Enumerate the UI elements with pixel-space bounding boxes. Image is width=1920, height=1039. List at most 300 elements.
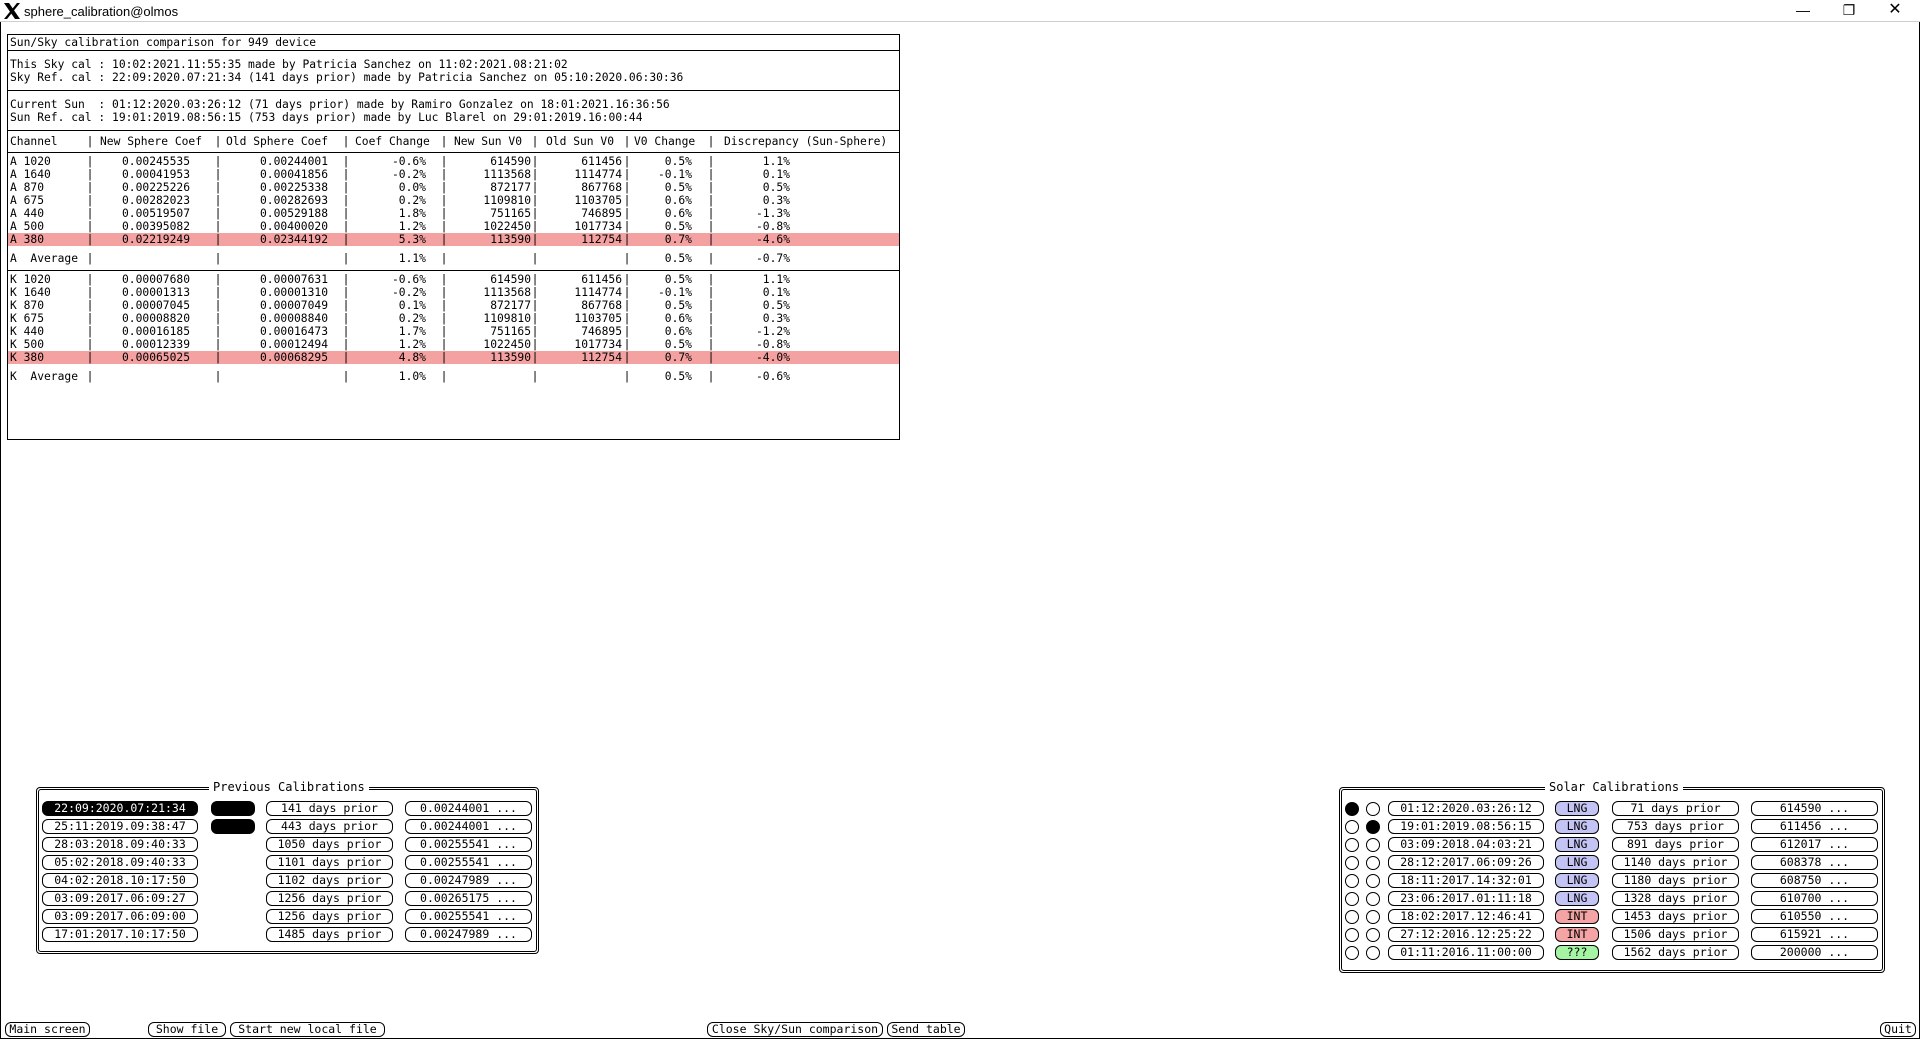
cell-discrepancy: -0.7% bbox=[755, 252, 790, 265]
column-separator: | bbox=[214, 299, 222, 312]
previous-cal-days-label: 141 days prior bbox=[266, 801, 393, 816]
previous-cal-days-label: 443 days prior bbox=[266, 819, 393, 834]
cell-new-v0: 113590 bbox=[490, 233, 531, 246]
column-separator: | bbox=[440, 194, 448, 207]
column-separator: | bbox=[342, 299, 350, 312]
column-separator: | bbox=[86, 312, 94, 325]
column-separator: | bbox=[440, 181, 448, 194]
cell-coef-change: 5.3% bbox=[398, 233, 426, 246]
cell-new-v0: 751165 bbox=[490, 207, 531, 220]
cell-coef-change: -0.6% bbox=[391, 155, 426, 168]
reference-sun-radio[interactable] bbox=[1366, 856, 1380, 870]
cell-channel: A Average bbox=[10, 252, 79, 265]
cell-old-coef: 0.00529188 bbox=[259, 207, 328, 220]
cell-v0-change: 0.6% bbox=[664, 207, 692, 220]
column-separator: | bbox=[707, 299, 715, 312]
solar-cal-days-label: 71 days prior bbox=[1612, 801, 1739, 816]
solar-cal-days-label: 1453 days prior bbox=[1612, 909, 1739, 924]
column-separator: | bbox=[623, 370, 631, 383]
solar-cal-days-label: 1506 days prior bbox=[1612, 927, 1739, 942]
cell-discrepancy: -1.2% bbox=[755, 325, 790, 338]
solar-cal-days-label: 753 days prior bbox=[1612, 819, 1739, 834]
solar-cal-v0-button[interactable]: 608750 ... bbox=[1751, 873, 1878, 888]
column-separator: | bbox=[531, 135, 539, 148]
solar-cal-v0-button[interactable]: 200000 ... bbox=[1751, 945, 1878, 960]
cell-v0-change: 0.7% bbox=[664, 233, 692, 246]
cell-discrepancy: 1.1% bbox=[762, 273, 790, 286]
cell-v0-change: 0.5% bbox=[664, 155, 692, 168]
cell-discrepancy: -0.6% bbox=[755, 370, 790, 383]
cell-coef-change: 0.2% bbox=[398, 194, 426, 207]
cell-v0-change: -0.1% bbox=[657, 168, 692, 181]
reference-sun-radio[interactable] bbox=[1366, 928, 1380, 942]
solar-cal-v0-button[interactable]: 608378 ... bbox=[1751, 855, 1878, 870]
cell-discrepancy: 0.5% bbox=[762, 299, 790, 312]
table-row bbox=[8, 168, 899, 181]
cell-channel: K 500 bbox=[10, 338, 45, 351]
quit-button[interactable]: Quit bbox=[1880, 1022, 1916, 1037]
column-separator: | bbox=[214, 286, 222, 299]
cell-old-coef: 0.00282693 bbox=[259, 194, 328, 207]
current-sun-radio[interactable] bbox=[1345, 892, 1359, 906]
solar-cal-v0-button[interactable]: 614590 ... bbox=[1751, 801, 1878, 816]
column-separator: | bbox=[531, 351, 539, 364]
column-separator: | bbox=[342, 233, 350, 246]
solar-cal-date-button[interactable]: 01:11:2016.11:00:00 bbox=[1388, 945, 1544, 960]
cell-coef-change: -0.6% bbox=[391, 273, 426, 286]
column-separator: | bbox=[531, 181, 539, 194]
cell-old-coef: 0.00012494 bbox=[259, 338, 328, 351]
column-separator: | bbox=[214, 135, 222, 148]
cell-old-coef: 0.00244001 bbox=[259, 155, 328, 168]
reference-sun-radio[interactable] bbox=[1366, 892, 1380, 906]
column-separator: | bbox=[440, 286, 448, 299]
previous-cal-days-label: 1485 days prior bbox=[266, 927, 393, 942]
column-separator: | bbox=[707, 338, 715, 351]
cell-v0-change: 0.5% bbox=[664, 220, 692, 233]
cell-v0-change: 0.5% bbox=[664, 181, 692, 194]
cell-channel: K 1020 bbox=[10, 273, 51, 286]
column-separator: | bbox=[342, 155, 350, 168]
column-separator: | bbox=[623, 325, 631, 338]
column-separator: | bbox=[86, 233, 94, 246]
cell-old-coef: 0.00008840 bbox=[259, 312, 328, 325]
column-separator: | bbox=[86, 286, 94, 299]
column-separator: | bbox=[707, 207, 715, 220]
cell-coef-change: 1.2% bbox=[398, 338, 426, 351]
column-separator: | bbox=[86, 338, 94, 351]
column-separator: | bbox=[623, 299, 631, 312]
current-sun-radio[interactable] bbox=[1345, 838, 1359, 852]
close-button[interactable]: ✕ bbox=[1888, 1, 1902, 18]
column-separator: | bbox=[707, 168, 715, 181]
solar-calibrations-group bbox=[1339, 780, 1885, 973]
cell-discrepancy: -0.8% bbox=[755, 220, 790, 233]
cell-channel: K 675 bbox=[10, 312, 45, 325]
current-sun-radio[interactable] bbox=[1345, 802, 1359, 816]
title-bar bbox=[0, 0, 1920, 22]
cell-coef-change: 1.0% bbox=[398, 370, 426, 383]
column-separator: | bbox=[86, 370, 94, 383]
cell-discrepancy: -4.0% bbox=[755, 351, 790, 364]
cell-coef-change: -0.2% bbox=[391, 286, 426, 299]
table-header bbox=[8, 131, 899, 153]
column-separator: | bbox=[707, 252, 715, 265]
reference-sun-radio[interactable] bbox=[1366, 802, 1380, 816]
column-separator: | bbox=[440, 252, 448, 265]
cell-old-coef: 0.00001310 bbox=[259, 286, 328, 299]
column-separator: | bbox=[214, 252, 222, 265]
column-separator: | bbox=[86, 194, 94, 207]
column-header: New Sphere Coef bbox=[100, 135, 203, 148]
column-separator: | bbox=[86, 155, 94, 168]
cell-new-v0: 872177 bbox=[490, 299, 531, 312]
previous-cal-date-button[interactable]: 03:09:2017.06:09:00 bbox=[42, 909, 198, 924]
column-separator: | bbox=[214, 351, 222, 364]
column-separator: | bbox=[707, 312, 715, 325]
column-separator: | bbox=[214, 194, 222, 207]
cell-v0-change: 0.5% bbox=[664, 299, 692, 312]
column-header: Coef Change bbox=[355, 135, 430, 148]
previous-cal-coef-button[interactable]: 0.00247989 ... bbox=[405, 873, 532, 888]
a-average-section bbox=[8, 245, 899, 271]
cell-new-v0: 1109810 bbox=[483, 194, 531, 207]
previous-cal-coef-button[interactable]: 0.00265175 ... bbox=[405, 891, 532, 906]
current-sun-radio[interactable] bbox=[1345, 946, 1359, 960]
cell-coef-change: 0.2% bbox=[398, 312, 426, 325]
cell-new-coef: 0.00245535 bbox=[122, 155, 191, 168]
column-header: Old Sphere Coef bbox=[226, 135, 329, 148]
cal-type-badge: INT bbox=[1555, 909, 1599, 924]
cell-channel: K 870 bbox=[10, 299, 45, 312]
column-separator: | bbox=[440, 168, 448, 181]
column-separator: | bbox=[86, 351, 94, 364]
cal-type-badge: LNG bbox=[1555, 891, 1599, 906]
cell-v0-change: 0.6% bbox=[664, 312, 692, 325]
sky-ref-cal-line: Sky Ref. cal : 22:09:2020.07:21:34 (141 days prior) made by Patricia Sanchez on 05:10:2020.06:30:36 bbox=[10, 71, 684, 84]
cell-coef-change: 0.1% bbox=[398, 299, 426, 312]
column-header: Discrepancy (Sun-Sphere) bbox=[724, 135, 888, 148]
column-separator: | bbox=[623, 273, 631, 286]
cell-channel: K 380 bbox=[10, 351, 45, 364]
cell-channel: K 440 bbox=[10, 325, 45, 338]
column-separator: | bbox=[342, 220, 350, 233]
table-row bbox=[8, 325, 899, 338]
column-separator: | bbox=[623, 207, 631, 220]
main-screen-button[interactable]: Main screen bbox=[5, 1022, 90, 1037]
cell-channel: A 1640 bbox=[10, 168, 51, 181]
solar-cal-date-button[interactable]: 03:09:2018.04:03:21 bbox=[1388, 837, 1544, 852]
column-separator: | bbox=[623, 312, 631, 325]
column-separator: | bbox=[214, 207, 222, 220]
sky-cal-section bbox=[8, 51, 899, 91]
minimize-button[interactable]: — bbox=[1796, 2, 1810, 18]
cell-channel: K Average bbox=[10, 370, 79, 383]
reference-sun-radio[interactable] bbox=[1366, 874, 1380, 888]
current-sun-radio[interactable] bbox=[1345, 928, 1359, 942]
column-separator: | bbox=[707, 233, 715, 246]
column-separator: | bbox=[707, 194, 715, 207]
column-separator: | bbox=[214, 370, 222, 383]
column-separator: | bbox=[86, 299, 94, 312]
column-separator: | bbox=[342, 135, 350, 148]
column-separator: | bbox=[707, 181, 715, 194]
column-separator: | bbox=[342, 194, 350, 207]
comparison-heading: Sun/Sky calibration comparison for 949 device bbox=[10, 36, 317, 49]
cell-new-v0: 113590 bbox=[490, 351, 531, 364]
column-separator: | bbox=[440, 325, 448, 338]
cell-discrepancy: 0.5% bbox=[762, 181, 790, 194]
cell-channel: A 380 bbox=[10, 233, 45, 246]
cal-type-badge: LNG bbox=[1555, 801, 1599, 816]
cell-old-coef: 0.00400020 bbox=[259, 220, 328, 233]
cell-new-v0: 1022450 bbox=[483, 338, 531, 351]
column-separator: | bbox=[623, 233, 631, 246]
cell-channel: A 870 bbox=[10, 181, 45, 194]
close-comparison-button[interactable]: Close Sky/Sun comparison bbox=[707, 1022, 883, 1037]
cell-old-v0: 611456 bbox=[581, 273, 622, 286]
column-separator: | bbox=[707, 325, 715, 338]
column-separator: | bbox=[531, 252, 539, 265]
column-separator: | bbox=[531, 325, 539, 338]
cell-new-coef: 0.02219249 bbox=[122, 233, 191, 246]
column-separator: | bbox=[86, 207, 94, 220]
current-sun-radio[interactable] bbox=[1345, 820, 1359, 834]
previous-cal-coef-button[interactable]: 0.00244001 ... bbox=[405, 801, 532, 816]
cell-old-v0: 746895 bbox=[581, 325, 622, 338]
column-separator: | bbox=[440, 338, 448, 351]
column-separator: | bbox=[86, 273, 94, 286]
window-title: sphere_calibration@olmos bbox=[24, 4, 179, 19]
previous-cal-date-button[interactable]: 05:02:2018.09:40:33 bbox=[42, 855, 198, 870]
cal-type-badge: INT bbox=[1555, 927, 1599, 942]
column-separator: | bbox=[623, 181, 631, 194]
column-separator: | bbox=[623, 338, 631, 351]
cell-new-coef: 0.00007680 bbox=[122, 273, 191, 286]
cal-type-badge: LNG bbox=[1555, 855, 1599, 870]
cell-old-v0: 1017734 bbox=[574, 338, 622, 351]
column-separator: | bbox=[214, 181, 222, 194]
cell-old-v0: 1103705 bbox=[574, 312, 622, 325]
solar-cal-date-button[interactable]: 28:12:2017.06:09:26 bbox=[1388, 855, 1544, 870]
previous-calibrations-title: Previous Calibrations bbox=[209, 780, 369, 794]
column-separator: | bbox=[342, 181, 350, 194]
current-sun-radio[interactable] bbox=[1345, 856, 1359, 870]
previous-cal-days-label: 1102 days prior bbox=[266, 873, 393, 888]
previous-cal-coef-button[interactable]: 0.00244001 ... bbox=[405, 819, 532, 834]
cell-v0-change: 0.5% bbox=[664, 252, 692, 265]
solar-cal-date-button[interactable]: 01:12:2020.03:26:12 bbox=[1388, 801, 1544, 816]
solar-cal-v0-button[interactable]: 610700 ... bbox=[1751, 891, 1878, 906]
cell-v0-change: 0.5% bbox=[664, 370, 692, 383]
solar-cal-days-label: 1328 days prior bbox=[1612, 891, 1739, 906]
previous-cal-date-button[interactable]: 28:03:2018.09:40:33 bbox=[42, 837, 198, 852]
column-separator: | bbox=[623, 135, 631, 148]
column-separator: | bbox=[440, 233, 448, 246]
previous-cal-coef-button[interactable]: 0.00255541 ... bbox=[405, 855, 532, 870]
cell-coef-change: 1.1% bbox=[398, 252, 426, 265]
cell-old-coef: 0.00016473 bbox=[259, 325, 328, 338]
table-row bbox=[8, 155, 899, 168]
column-separator: | bbox=[531, 273, 539, 286]
cal-type-badge: LNG bbox=[1555, 873, 1599, 888]
cell-old-v0: 112754 bbox=[581, 233, 622, 246]
table-row bbox=[8, 286, 899, 299]
cell-old-coef: 0.00068295 bbox=[259, 351, 328, 364]
cell-v0-change: 0.5% bbox=[664, 338, 692, 351]
cell-discrepancy: 0.1% bbox=[762, 168, 790, 181]
column-separator: | bbox=[707, 351, 715, 364]
column-separator: | bbox=[214, 312, 222, 325]
column-separator: | bbox=[214, 168, 222, 181]
cell-coef-change: 1.8% bbox=[398, 207, 426, 220]
column-separator: | bbox=[214, 233, 222, 246]
previous-cal-date-button[interactable]: 25:11:2019.09:38:47 bbox=[42, 819, 198, 834]
column-header: V0 Change bbox=[634, 135, 696, 148]
restore-button[interactable]: ❐ bbox=[1842, 2, 1856, 18]
column-separator: | bbox=[342, 252, 350, 265]
column-separator: | bbox=[86, 220, 94, 233]
solar-cal-days-label: 891 days prior bbox=[1612, 837, 1739, 852]
reference-sun-radio[interactable] bbox=[1366, 946, 1380, 960]
table-row bbox=[8, 194, 899, 207]
solar-cal-date-button[interactable]: 18:02:2017.12:46:41 bbox=[1388, 909, 1544, 924]
cal-type-badge: LNG bbox=[1555, 837, 1599, 852]
cell-old-v0: 1114774 bbox=[574, 168, 622, 181]
column-separator: | bbox=[440, 220, 448, 233]
column-separator: | bbox=[707, 220, 715, 233]
column-separator: | bbox=[440, 312, 448, 325]
column-separator: | bbox=[440, 273, 448, 286]
cell-new-coef: 0.00065025 bbox=[122, 351, 191, 364]
column-separator: | bbox=[86, 252, 94, 265]
send-table-button[interactable]: Send table bbox=[887, 1022, 965, 1037]
cell-discrepancy: 0.1% bbox=[762, 286, 790, 299]
reference-sun-radio[interactable] bbox=[1366, 838, 1380, 852]
solar-calibrations-title: Solar Calibrations bbox=[1545, 780, 1683, 794]
cell-coef-change: 0.0% bbox=[398, 181, 426, 194]
column-separator: | bbox=[440, 299, 448, 312]
solar-cal-days-label: 1562 days prior bbox=[1612, 945, 1739, 960]
column-separator: | bbox=[440, 155, 448, 168]
column-separator: | bbox=[623, 155, 631, 168]
column-separator: | bbox=[342, 312, 350, 325]
start-new-local-file-button[interactable]: Start new local file bbox=[230, 1022, 385, 1037]
cell-discrepancy: 1.1% bbox=[762, 155, 790, 168]
previous-cal-date-button[interactable]: 04:02:2018.10:17:50 bbox=[42, 873, 198, 888]
previous-cal-days-label: 1050 days prior bbox=[266, 837, 393, 852]
reference-marker bbox=[211, 819, 255, 834]
previous-cal-coef-button[interactable]: 0.00247989 ... bbox=[405, 927, 532, 942]
column-separator: | bbox=[342, 338, 350, 351]
cell-channel: A 440 bbox=[10, 207, 45, 220]
column-separator: | bbox=[531, 312, 539, 325]
cell-new-v0: 1022450 bbox=[483, 220, 531, 233]
solar-cal-date-button[interactable]: 19:01:2019.08:56:15 bbox=[1388, 819, 1544, 834]
reference-sun-radio[interactable] bbox=[1366, 910, 1380, 924]
column-separator: | bbox=[623, 351, 631, 364]
column-separator: | bbox=[531, 194, 539, 207]
solar-cal-date-button[interactable]: 23:06:2017.01:11:18 bbox=[1388, 891, 1544, 906]
column-separator: | bbox=[623, 252, 631, 265]
column-separator: | bbox=[440, 135, 448, 148]
solar-cal-days-label: 1140 days prior bbox=[1612, 855, 1739, 870]
cell-new-v0: 872177 bbox=[490, 181, 531, 194]
cell-old-v0: 867768 bbox=[581, 299, 622, 312]
previous-cal-date-button[interactable]: 17:01:2017.10:17:50 bbox=[42, 927, 198, 942]
k-channel-section bbox=[8, 271, 899, 363]
current-sun-radio[interactable] bbox=[1345, 910, 1359, 924]
previous-cal-days-label: 1101 days prior bbox=[266, 855, 393, 870]
column-separator: | bbox=[86, 168, 94, 181]
cell-old-v0: 112754 bbox=[581, 351, 622, 364]
current-sun-line: Current Sun : 01:12:2020.03:26:12 (71 days prior) made by Ramiro Gonzalez on 18:01:2021.16:36:56 bbox=[10, 98, 670, 111]
cell-old-v0: 1103705 bbox=[574, 194, 622, 207]
cell-v0-change: 0.6% bbox=[664, 325, 692, 338]
column-separator: | bbox=[531, 207, 539, 220]
cell-new-coef: 0.00282023 bbox=[122, 194, 191, 207]
previous-calibrations-group bbox=[36, 780, 539, 954]
reference-sun-radio[interactable] bbox=[1366, 820, 1380, 834]
solar-cal-v0-button[interactable]: 611456 ... bbox=[1751, 819, 1878, 834]
cell-coef-change: 1.2% bbox=[398, 220, 426, 233]
cell-old-coef: 0.00007631 bbox=[259, 273, 328, 286]
table-row bbox=[8, 312, 899, 325]
cell-new-v0: 1113568 bbox=[483, 168, 531, 181]
column-separator: | bbox=[440, 370, 448, 383]
show-file-button[interactable]: Show file bbox=[148, 1022, 226, 1037]
current-sun-radio[interactable] bbox=[1345, 874, 1359, 888]
cell-v0-change: 0.5% bbox=[664, 273, 692, 286]
column-separator: | bbox=[707, 286, 715, 299]
column-separator: | bbox=[86, 135, 94, 148]
solar-cal-v0-button[interactable]: 610550 ... bbox=[1751, 909, 1878, 924]
column-separator: | bbox=[440, 351, 448, 364]
cell-discrepancy: 0.3% bbox=[762, 194, 790, 207]
previous-cal-days-label: 1256 days prior bbox=[266, 891, 393, 906]
cell-new-v0: 1113568 bbox=[483, 286, 531, 299]
cell-old-v0: 746895 bbox=[581, 207, 622, 220]
solar-cal-date-button[interactable]: 18:11:2017.14:32:01 bbox=[1388, 873, 1544, 888]
comparison-heading-section bbox=[8, 35, 899, 51]
column-separator: | bbox=[531, 168, 539, 181]
previous-cal-date-button[interactable]: 03:09:2017.06:09:27 bbox=[42, 891, 198, 906]
column-separator: | bbox=[342, 286, 350, 299]
column-separator: | bbox=[707, 273, 715, 286]
table-row bbox=[8, 220, 899, 233]
cal-type-badge: ??? bbox=[1555, 945, 1599, 960]
previous-cal-date-button[interactable]: 22:09:2020.07:21:34 bbox=[42, 801, 198, 816]
cell-discrepancy: -0.8% bbox=[755, 338, 790, 351]
cell-new-coef: 0.00016185 bbox=[122, 325, 191, 338]
column-separator: | bbox=[214, 338, 222, 351]
cell-channel: K 1640 bbox=[10, 286, 51, 299]
solar-cal-v0-button[interactable]: 612017 ... bbox=[1751, 837, 1878, 852]
solar-cal-v0-button[interactable]: 615921 ... bbox=[1751, 927, 1878, 942]
previous-cal-coef-button[interactable]: 0.00255541 ... bbox=[405, 837, 532, 852]
cell-coef-change: 1.7% bbox=[398, 325, 426, 338]
cell-new-coef: 0.00012339 bbox=[122, 338, 191, 351]
cell-old-coef: 0.00041856 bbox=[259, 168, 328, 181]
previous-cal-coef-button[interactable]: 0.00255541 ... bbox=[405, 909, 532, 924]
cell-new-v0: 1109810 bbox=[483, 312, 531, 325]
cell-coef-change: -0.2% bbox=[391, 168, 426, 181]
cell-old-v0: 867768 bbox=[581, 181, 622, 194]
k-average-section bbox=[8, 363, 899, 439]
column-separator: | bbox=[342, 351, 350, 364]
cell-new-coef: 0.00007045 bbox=[122, 299, 191, 312]
solar-cal-date-button[interactable]: 27:12:2016.12:25:22 bbox=[1388, 927, 1544, 942]
